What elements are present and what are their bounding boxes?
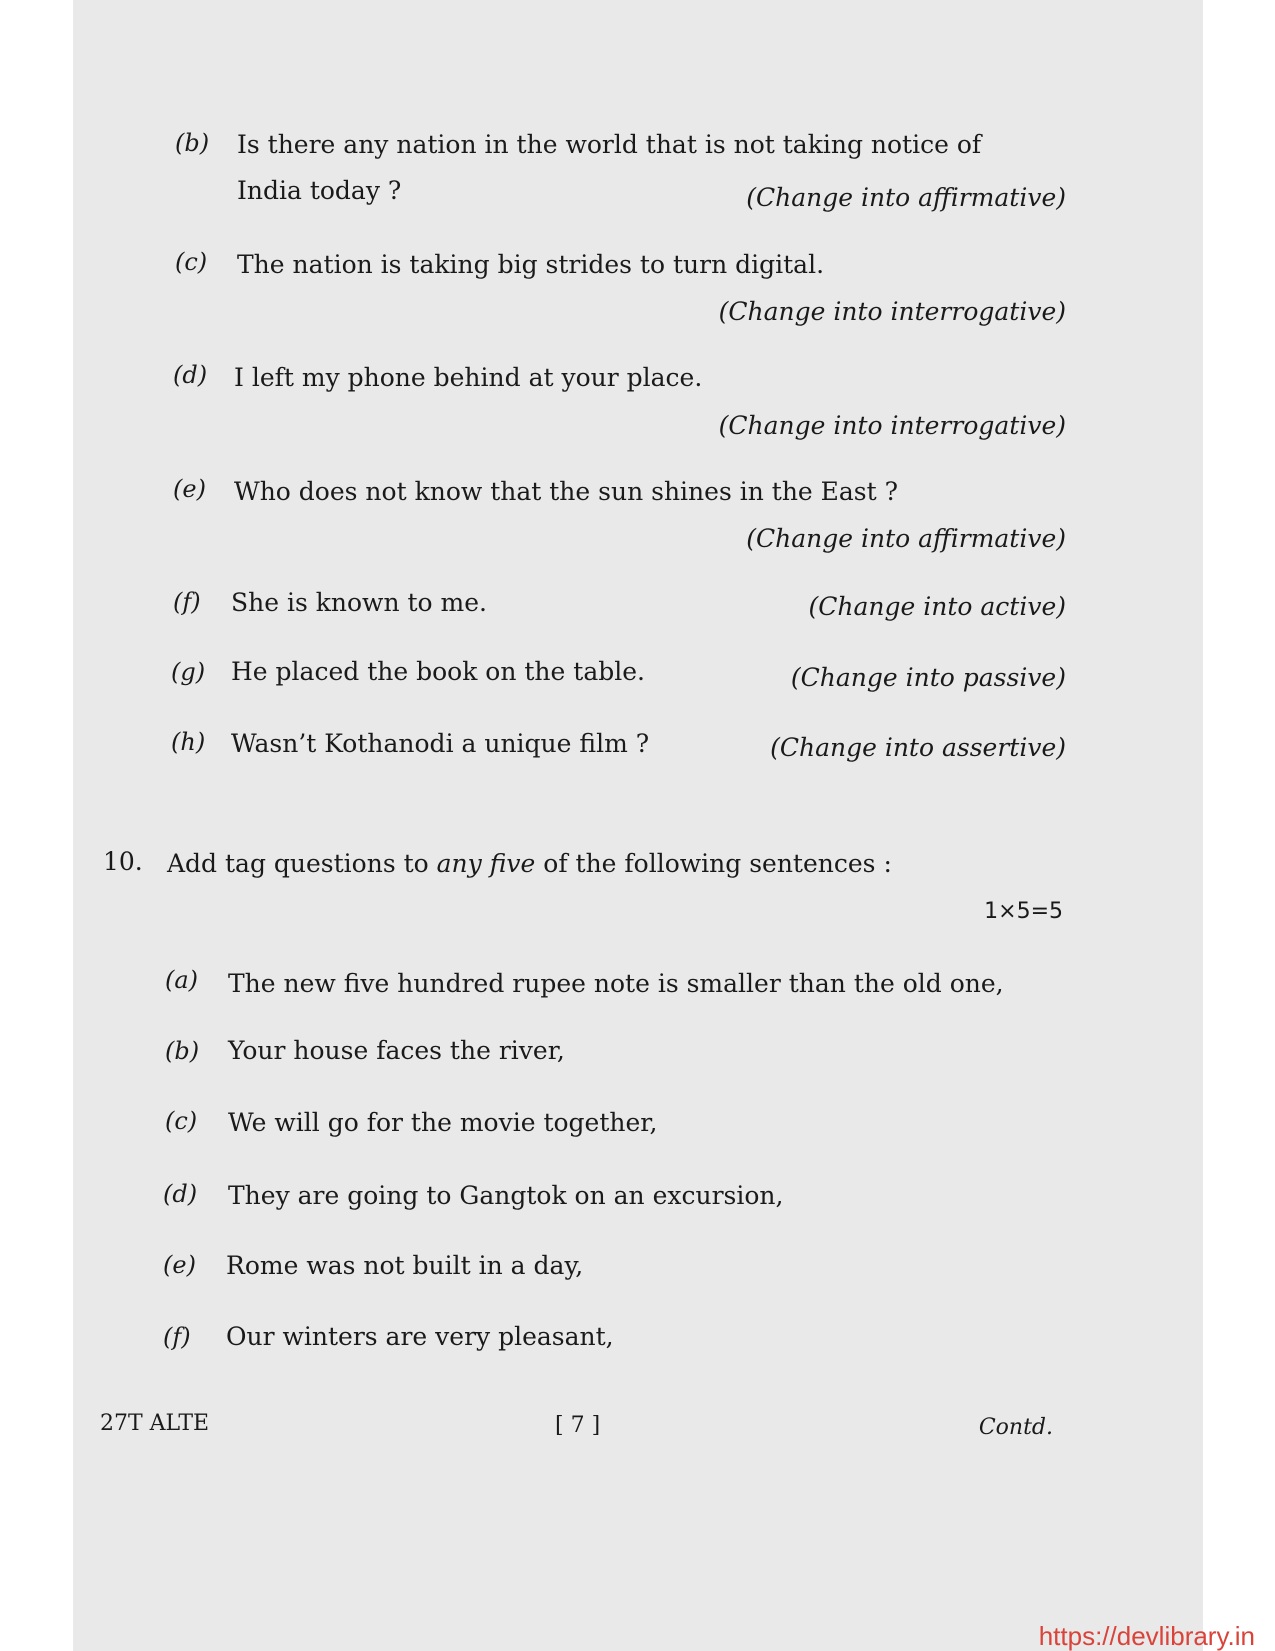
page-number: [ 7 ]: [555, 1413, 601, 1438]
prompt-text-end: of the following sentences :: [535, 849, 892, 878]
item-label: (d): [163, 1180, 198, 1208]
item-label: (c): [175, 248, 208, 276]
continued-note: Contd.: [978, 1415, 1053, 1440]
item-label: (e): [163, 1251, 196, 1279]
item-sentence: I left my phone behind at your place.: [234, 363, 703, 392]
item-label: (f): [163, 1323, 191, 1351]
item-label: (a): [165, 966, 199, 994]
item-label: (b): [165, 1037, 200, 1065]
item-sentence: Rome was not built in a day,: [226, 1251, 584, 1280]
item-sentence: Is there any nation in the world that is not taking notice of: [237, 130, 982, 159]
paper-code: 27T ALTE: [100, 1411, 210, 1436]
item-instruction: (Change into affirmative): [746, 183, 1066, 212]
item-instruction: (Change into interrogative): [718, 297, 1066, 326]
item-label: (h): [171, 728, 206, 756]
item-instruction: (Change into active): [808, 592, 1066, 621]
item-sentence: We will go for the movie together,: [228, 1108, 658, 1137]
item-sentence-continued: India today ?: [237, 176, 402, 205]
item-label: (d): [173, 361, 208, 389]
item-label: (b): [175, 129, 210, 157]
item-sentence: Who does not know that the sun shines in the East ?: [234, 477, 899, 506]
item-instruction: (Change into assertive): [770, 733, 1066, 762]
item-label: (e): [173, 475, 206, 503]
item-sentence: Wasn’t Kothanodi a unique film ?: [231, 729, 650, 758]
item-sentence: He placed the book on the table.: [231, 657, 645, 686]
item-sentence: She is known to me.: [231, 588, 487, 617]
question-number: 10.: [103, 847, 143, 876]
item-sentence: Our winters are very pleasant,: [226, 1322, 614, 1351]
item-sentence: They are going to Gangtok on an excursion,: [228, 1181, 784, 1210]
item-instruction: (Change into interrogative): [718, 411, 1066, 440]
item-label: (c): [165, 1107, 198, 1135]
item-sentence: The new five hundred rupee note is smaller than the old one,: [228, 969, 1004, 998]
watermark-url: https://devlibrary.in: [1038, 1621, 1255, 1651]
item-sentence: Your house faces the river,: [228, 1036, 565, 1065]
question-prompt: [167, 849, 892, 879]
item-label: (g): [171, 658, 206, 686]
item-label: (f): [173, 588, 201, 616]
marks-allocation: 1×5=5: [984, 899, 1063, 924]
exam-page: [73, 0, 1203, 1651]
prompt-emphasis: any five: [436, 849, 536, 878]
item-instruction: (Change into affirmative): [746, 524, 1066, 553]
item-sentence: The nation is taking big strides to turn digital.: [237, 250, 825, 279]
prompt-text-start: Add tag questions to: [167, 849, 437, 878]
item-instruction: (Change into passive): [790, 663, 1066, 692]
